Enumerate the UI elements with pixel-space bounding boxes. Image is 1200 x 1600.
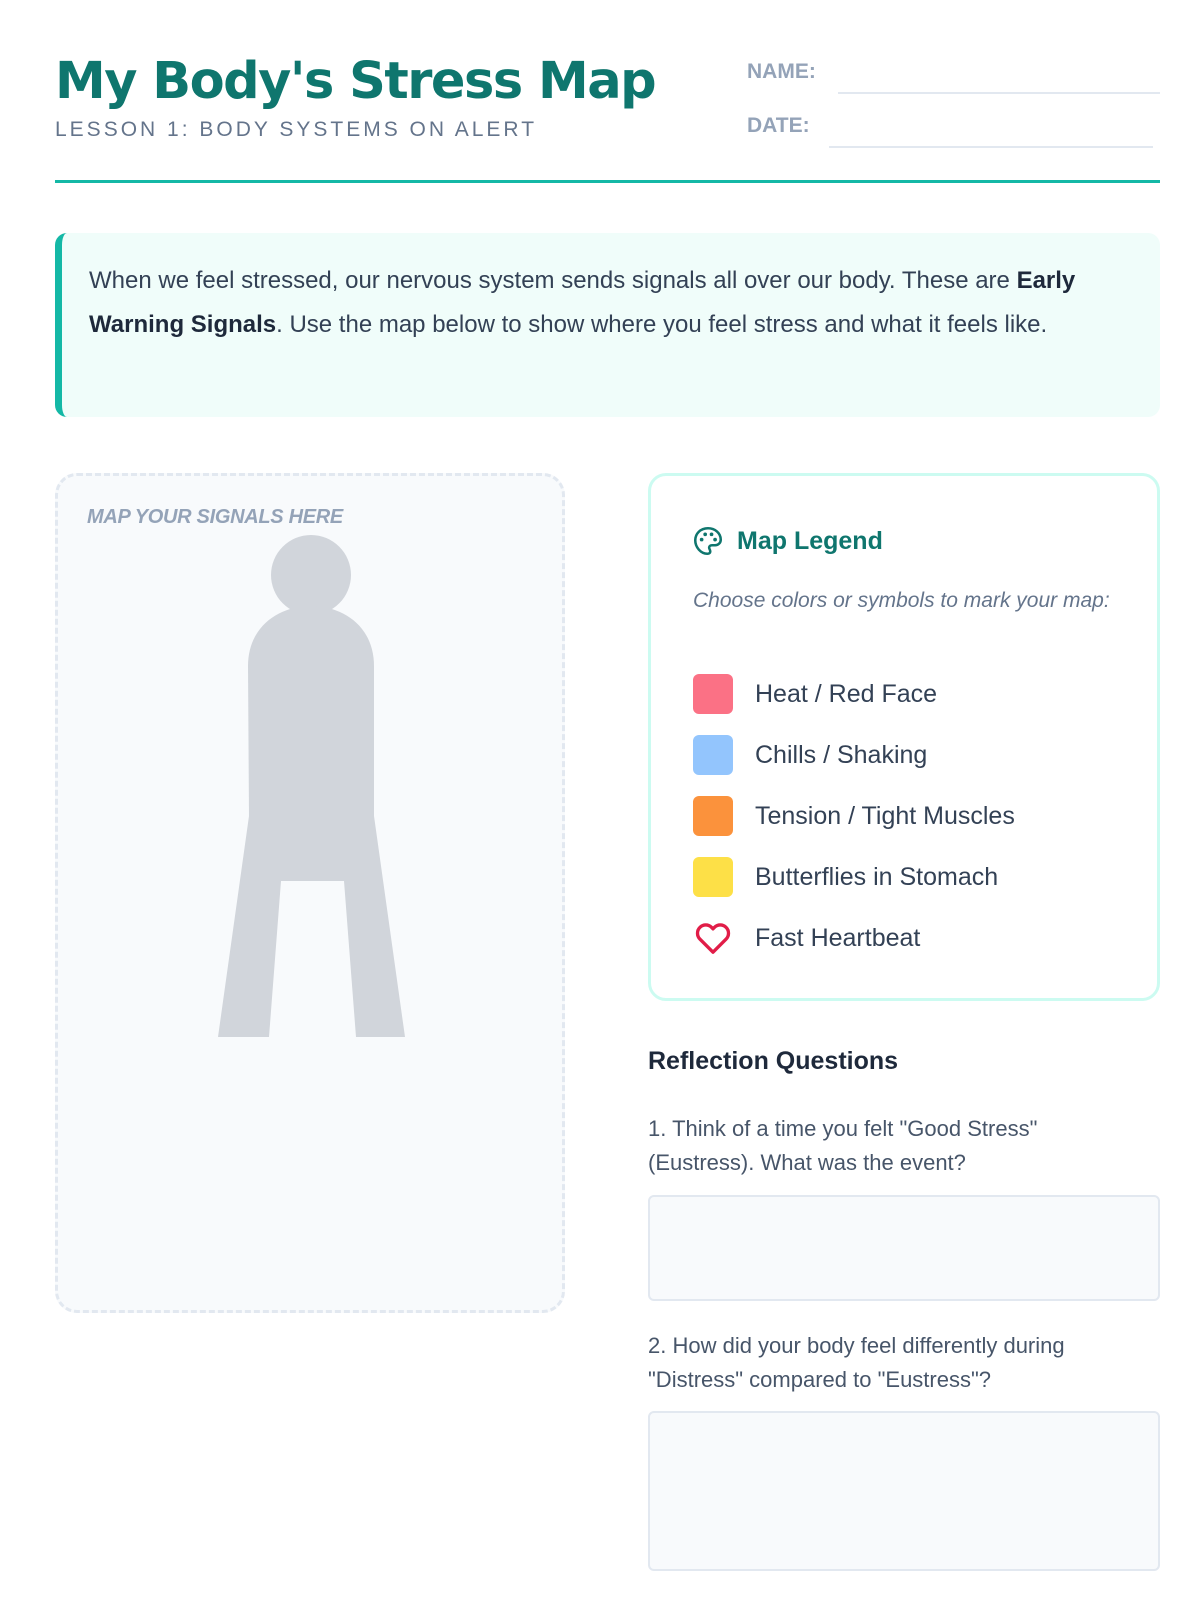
page-title: My Body's Stress Map: [55, 52, 656, 111]
date-label: DATE:: [747, 114, 810, 137]
heart-icon: [693, 918, 733, 958]
answer-box-2[interactable]: [648, 1411, 1160, 1571]
name-field[interactable]: [838, 92, 1160, 94]
legend-item-heartbeat: [693, 918, 920, 958]
legend-item-heat: [693, 674, 937, 714]
legend-item-label: Heat / Red Face: [755, 679, 938, 708]
legend-item-chills: [693, 735, 927, 775]
legend-header: [691, 524, 883, 558]
chills-color-swatch: [693, 735, 733, 775]
legend-item-label: Chills / Shaking: [755, 740, 928, 769]
intro-text-start: When we feel stressed, our nervous system sends signals all over our body. These are: [89, 267, 1017, 294]
legend-item-label: Tension / Tight Muscles: [755, 801, 1015, 830]
legend-item-butterflies: [693, 857, 998, 897]
figure-legs: [218, 816, 405, 1037]
legend-item-tension: [693, 796, 1015, 836]
reflection-question-1: 1. Think of a time you felt "Good Stress" (Eustress). What was the event?: [648, 1116, 1038, 1175]
butterflies-color-swatch: [693, 857, 733, 897]
legend-title: Map Legend: [737, 526, 883, 555]
figure-torso: [248, 606, 374, 818]
intro-callout: [55, 233, 1160, 417]
name-label: NAME:: [747, 60, 816, 83]
lesson-subtitle: LESSON 1: BODY SYSTEMS ON ALERT: [55, 118, 538, 141]
date-field[interactable]: [829, 146, 1153, 148]
map-legend-card: [648, 473, 1160, 1001]
legend-instructions: Choose colors or symbols to mark your map:: [693, 589, 1110, 612]
map-label: MAP YOUR SIGNALS HERE: [87, 506, 343, 528]
heat-color-swatch: [693, 674, 733, 714]
intro-bold-text: Early Warning Signals: [89, 267, 1076, 338]
tension-color-swatch: [693, 796, 733, 836]
palette-icon: [691, 524, 725, 558]
legend-item-label: Fast Heartbeat: [755, 923, 921, 952]
body-map-area[interactable]: [55, 473, 565, 1313]
figure-head: [271, 535, 351, 615]
body-outline-figure: [58, 476, 562, 1310]
reflection-heading: Reflection Questions: [648, 1047, 899, 1075]
legend-item-label: Butterflies in Stomach: [755, 862, 999, 891]
answer-box-1[interactable]: [648, 1195, 1160, 1301]
reflection-question-2: 2. How did your body feel differently during "Distress" compared to "Eustress"?: [648, 1333, 1065, 1392]
intro-text-end: . Use the map below to show where you feel stress and what it feels like.: [276, 311, 1048, 338]
